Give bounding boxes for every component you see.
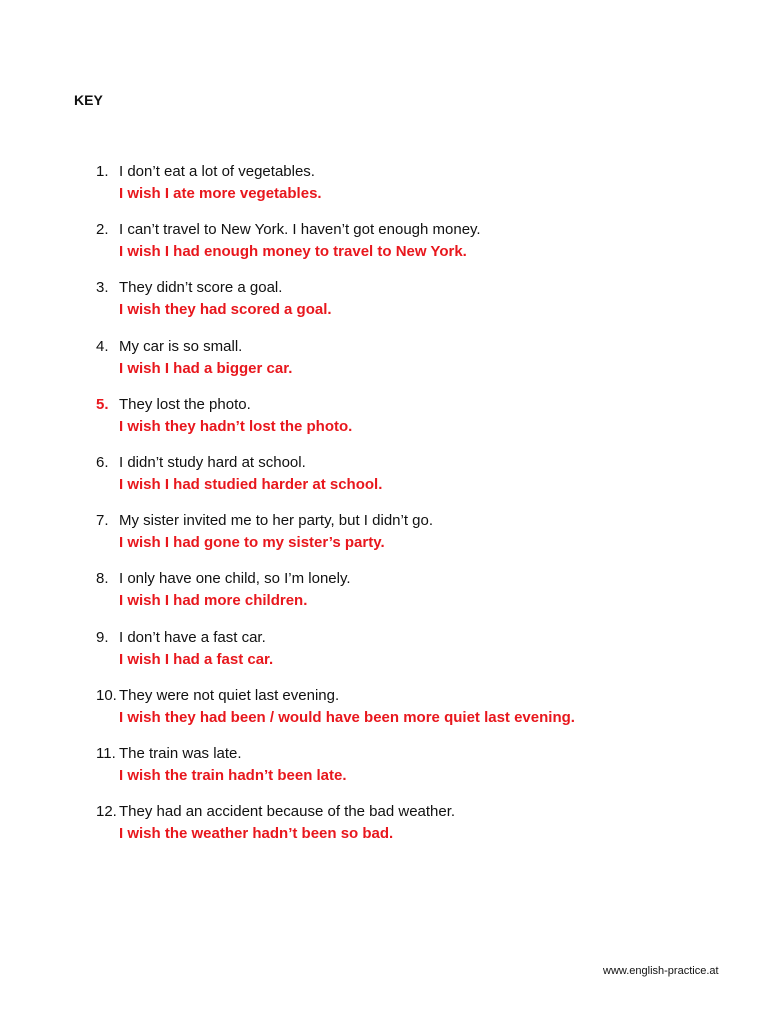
- list-item: [96, 801, 736, 859]
- item-answer: I wish I had studied harder at school.: [119, 475, 383, 493]
- item-number: 6.: [96, 453, 109, 471]
- list-item: [96, 161, 736, 219]
- item-answer: I wish they had been / would have been more quiet last evening.: [119, 708, 575, 726]
- list-item: [96, 685, 736, 743]
- item-number: 5.: [96, 395, 109, 413]
- item-sentence: I didn’t study hard at school.: [119, 453, 306, 471]
- page-title: KEY: [74, 92, 103, 108]
- item-sentence: I can’t travel to New York. I haven’t got enough money.: [119, 221, 481, 239]
- item-sentence: I only have one child, so I’m lonely.: [119, 570, 351, 588]
- item-sentence: They lost the photo.: [119, 395, 251, 413]
- item-answer: I wish I ate more vegetables.: [119, 185, 322, 202]
- item-number: 12.: [96, 803, 117, 821]
- item-answer: I wish I had a bigger car.: [119, 359, 293, 377]
- item-sentence: They were not quiet last evening.: [119, 686, 340, 704]
- item-number: 3.: [96, 279, 109, 297]
- item-answer: I wish I had a fast car.: [119, 650, 274, 668]
- item-number: 1.: [96, 163, 109, 180]
- item-sentence: My car is so small.: [119, 337, 243, 355]
- list-item: [96, 452, 736, 510]
- item-answer: I wish I had enough money to travel to New York.: [119, 243, 467, 261]
- item-sentence: They didn’t score a goal.: [119, 279, 283, 297]
- list-item: [96, 336, 736, 394]
- list-item: [96, 394, 736, 452]
- item-sentence: The train was late.: [119, 744, 242, 762]
- item-sentence: I don’t have a fast car.: [119, 628, 266, 646]
- item-number: 4.: [96, 337, 109, 355]
- item-sentence: They had an accident because of the bad weather.: [119, 803, 456, 821]
- item-number: 10.: [96, 686, 117, 704]
- item-sentence: My sister invited me to her party, but I didn’t go.: [119, 512, 434, 530]
- list-item: [96, 277, 736, 335]
- item-number: 7.: [96, 512, 109, 530]
- item-number: 11.: [96, 744, 116, 762]
- list-item: [96, 627, 736, 685]
- answer-key-list: [96, 161, 736, 859]
- item-answer: I wish they hadn’t lost the photo.: [119, 417, 353, 435]
- item-number: 8.: [96, 570, 109, 588]
- item-number: 9.: [96, 628, 109, 646]
- item-sentence: I don’t eat a lot of vegetables.: [119, 163, 315, 180]
- website-footer: www.english-practice.at: [603, 965, 719, 977]
- list-item: [96, 743, 736, 801]
- list-item: [96, 568, 736, 626]
- list-item: [96, 510, 736, 568]
- item-answer: I wish the train hadn’t been late.: [119, 766, 347, 784]
- item-answer: I wish the weather hadn’t been so bad.: [119, 825, 394, 843]
- item-answer: I wish I had gone to my sister’s party.: [119, 534, 385, 552]
- item-number: 2.: [96, 221, 109, 239]
- item-answer: I wish I had more children.: [119, 592, 308, 610]
- item-answer: I wish they had scored a goal.: [119, 301, 332, 319]
- list-item: [96, 219, 736, 277]
